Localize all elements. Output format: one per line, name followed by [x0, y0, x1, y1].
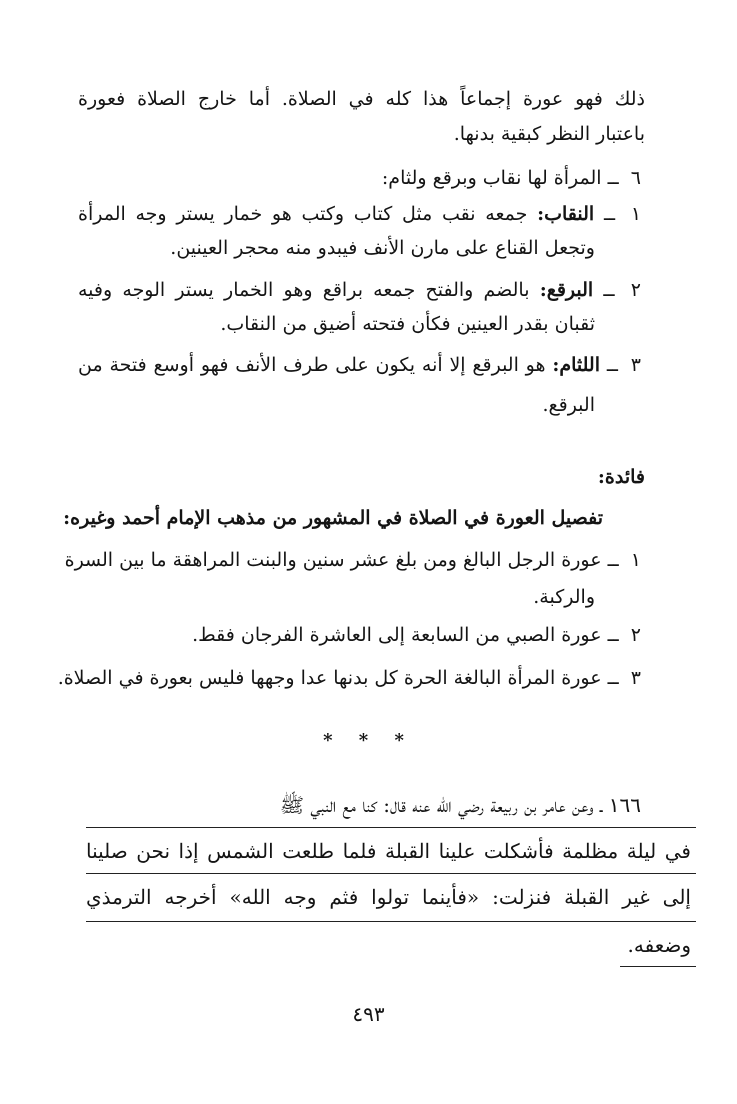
- veil-number: ٢: [630, 279, 641, 301]
- hadith-line-2: في ليلة مظلمة فأشكلت علينا القبلة فلما طلعت الشمس إذا نحن صلينا: [86, 839, 691, 863]
- awra-text: عورة الصبي من السابعة إلى العاشرة الفرجان فقط.: [192, 624, 602, 646]
- awra-dash: ــ: [607, 624, 619, 646]
- veil-item-litham: [78, 350, 641, 380]
- section-separator: * * *: [323, 730, 414, 751]
- veil-burqu-line-2: ثقبان بقدر العينين فكأن فتحته أضيق من النقاب.: [220, 313, 595, 335]
- item-6-dash: ــ: [607, 167, 619, 189]
- page-number: ٤٩٣: [352, 1002, 385, 1026]
- item-6-text: المرأة لها نقاب وبرقع ولثام:: [381, 167, 602, 189]
- item-6-number: ٦: [630, 167, 641, 189]
- awra-number: ٣: [630, 667, 641, 689]
- item-6: [382, 163, 641, 193]
- veil-dash: ــ: [603, 279, 615, 301]
- underline-3: [86, 921, 696, 922]
- hadith-line-1: ١٦٦ ـ وعن عامر بن ربيعة رضي الله عنه قال: كنا مع النبي ﷺ: [279, 793, 641, 817]
- underline-4: [620, 966, 696, 967]
- awra-dash: ــ: [607, 667, 619, 689]
- veil-definition: بالضم والفتح جمعه براقع وهو الخمار يستر الوجه وفيه: [78, 279, 530, 301]
- awra-text: عورة الرجل البالغ ومن بلغ عشر سنين والبنت المراهقة ما بين السرة: [64, 549, 602, 571]
- veil-definition: هو البرقع إلا أنه يكون على طرف الأنف فهو أوسع فتحة من: [78, 354, 546, 376]
- awra-dash: ــ: [607, 549, 619, 571]
- veil-dash: ــ: [603, 203, 616, 225]
- underline-2: [86, 873, 696, 874]
- faida-heading: تفصيل العورة في الصلاة في المشهور من مذهب الإمام أحمد وغيره:: [63, 507, 603, 529]
- hadith-line-3: إلى غير القبلة فنزلت: «فأينما تولوا فثم وجه الله» أخرجه الترمذي: [86, 885, 691, 909]
- veil-term: النقاب:: [537, 203, 595, 225]
- faida-label: فائدة:: [597, 466, 645, 488]
- veil-term: اللثام:: [552, 354, 600, 376]
- intro-line-2: باعتبار النظر كبقية بدنها.: [453, 123, 645, 145]
- underline-1: [86, 827, 696, 828]
- veil-item-burqu: [78, 275, 641, 305]
- veil-number: ١: [630, 203, 642, 225]
- awra-text: عورة المرأة البالغة الحرة كل بدنها عدا وجهها فليس بعورة في الصلاة.: [57, 667, 602, 689]
- awra-item-3: [58, 663, 641, 693]
- awra-item-2: [192, 620, 641, 650]
- veil-litham-line-2: البرقع.: [542, 394, 595, 416]
- veil-dash: ــ: [606, 354, 618, 376]
- awra-item-1: [64, 545, 641, 575]
- veil-term: البرقع:: [539, 279, 594, 301]
- awra-number: ٢: [630, 624, 641, 646]
- veil-item-naqab: [78, 199, 641, 229]
- hadith-line-4: وضعفه.: [627, 933, 691, 957]
- veil-naqab-line-2: وتجعل القناع على مارن الأنف فيبدو منه محجر العينين.: [170, 237, 595, 259]
- awra-number: ١: [630, 549, 641, 571]
- veil-number: ٣: [630, 354, 641, 376]
- awra-item-1-line-2: والركبة.: [533, 586, 595, 608]
- intro-line-1: ذلك فهو عورة إجماعاً هذا كله في الصلاة. أما خارج الصلاة فعورة: [78, 88, 645, 110]
- veil-definition: جمعه نقب مثل كتاب وكتب هو خمار يستر وجه المرأة: [78, 203, 528, 225]
